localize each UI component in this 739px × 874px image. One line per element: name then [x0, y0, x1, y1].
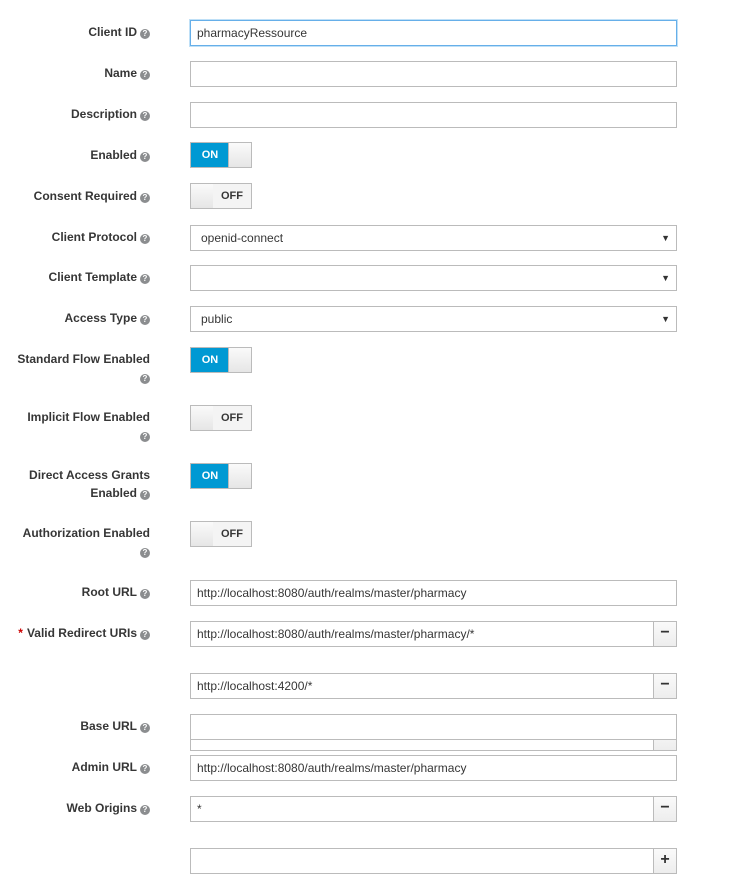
consent-required-toggle[interactable]: [190, 183, 252, 209]
web-origins-row: [0, 796, 739, 868]
chevron-down-icon: ▼: [661, 273, 670, 283]
help-icon[interactable]: ?: [140, 432, 150, 442]
client-id-input[interactable]: pharmacyRessource: [190, 20, 677, 46]
chevron-down-icon: ▼: [661, 233, 670, 243]
enabled-toggle[interactable]: [190, 142, 252, 168]
client-protocol-select[interactable]: [190, 225, 677, 251]
redirect-uri-entry: [190, 621, 677, 647]
help-icon[interactable]: ?: [140, 70, 150, 80]
authorization-toggle[interactable]: [190, 521, 252, 547]
description-label: Description ?: [0, 105, 150, 123]
client-protocol-row: [0, 225, 739, 251]
consent-required-row: [0, 183, 739, 209]
help-icon[interactable]: ?: [140, 630, 150, 640]
help-icon[interactable]: ?: [140, 315, 150, 325]
redirect-uri-entry: [190, 673, 677, 699]
name-input[interactable]: [190, 61, 677, 87]
toggle-knob: [191, 184, 214, 208]
help-icon[interactable]: ?: [140, 274, 150, 284]
standard-flow-toggle[interactable]: [190, 347, 252, 373]
toggle-state: ON: [191, 143, 229, 167]
standard-flow-row: [0, 347, 739, 383]
authorization-row: [0, 521, 739, 557]
add-button[interactable]: +: [653, 848, 677, 874]
web-origin-entry: [190, 848, 677, 874]
client-protocol-label: Client Protocol ?: [0, 228, 150, 246]
client-template-label: Client Template ?: [0, 268, 150, 286]
consent-required-label: Consent Required ?: [0, 187, 150, 205]
help-icon[interactable]: ?: [140, 723, 150, 733]
enabled-row: [0, 142, 739, 168]
remove-button[interactable]: −: [653, 673, 677, 699]
web-origin-entry: [190, 796, 677, 822]
remove-button[interactable]: −: [653, 796, 677, 822]
root-url-input[interactable]: http://localhost:8080/auth/realms/master/pharmacy: [190, 580, 677, 606]
admin-url-label: Admin URL ?: [0, 758, 150, 776]
root-url-label: Root URL ?: [0, 583, 150, 601]
select-value: openid-connect: [201, 231, 284, 245]
client-template-select[interactable]: [190, 265, 677, 291]
implicit-flow-row: [0, 405, 739, 441]
admin-url-input[interactable]: http://localhost:8080/auth/realms/master/pharmacy: [190, 755, 677, 781]
enabled-label: Enabled ?: [0, 146, 150, 164]
remove-button[interactable]: −: [653, 621, 677, 647]
help-icon[interactable]: ?: [140, 764, 150, 774]
standard-flow-label: Standard Flow Enabled ?: [17, 352, 150, 383]
toggle-knob: [228, 464, 251, 488]
toggle-state: ON: [191, 348, 229, 372]
redirect-uris-label: * Valid Redirect URIs ?: [0, 624, 150, 642]
toggle-state: OFF: [213, 184, 251, 208]
toggle-knob: [228, 348, 251, 372]
name-label: Name ?: [0, 64, 150, 82]
help-icon[interactable]: ?: [140, 589, 150, 599]
client-id-label: Client ID ?: [0, 23, 150, 41]
select-value: public: [201, 312, 233, 326]
help-icon[interactable]: ?: [140, 234, 150, 244]
direct-access-row: [0, 463, 739, 500]
access-type-label: Access Type ?: [0, 309, 150, 327]
web-origin-new-input[interactable]: [190, 848, 654, 874]
description-input[interactable]: [190, 102, 677, 128]
toggle-knob: [191, 522, 214, 546]
implicit-flow-toggle[interactable]: [190, 405, 252, 431]
client-template-row: [0, 265, 739, 291]
redirect-uris-row: [0, 621, 739, 699]
help-icon[interactable]: ?: [140, 29, 150, 39]
help-icon[interactable]: ?: [140, 490, 150, 500]
authorization-label: Authorization Enabled ?: [22, 526, 150, 557]
access-type-row: [0, 306, 739, 332]
direct-access-toggle[interactable]: [190, 463, 252, 489]
toggle-state: ON: [191, 464, 229, 488]
toggle-state: OFF: [213, 522, 251, 546]
help-icon[interactable]: ?: [140, 548, 150, 558]
redirect-uri-input[interactable]: http://localhost:8080/auth/realms/master/pharmacy/*: [190, 621, 654, 647]
direct-access-label: Direct Access Grants Enabled ?: [29, 468, 150, 500]
help-icon[interactable]: ?: [140, 111, 150, 121]
implicit-flow-label: Implicit Flow Enabled ?: [27, 410, 150, 441]
access-type-select[interactable]: [190, 306, 677, 332]
help-icon[interactable]: ?: [140, 193, 150, 203]
base-url-input[interactable]: [190, 714, 677, 740]
toggle-knob: [191, 406, 214, 430]
base-url-label: Base URL ?: [0, 717, 150, 735]
chevron-down-icon: ▼: [661, 314, 670, 324]
toggle-knob: [228, 143, 251, 167]
help-icon[interactable]: ?: [140, 805, 150, 815]
toggle-state: OFF: [213, 406, 251, 430]
redirect-uri-input[interactable]: http://localhost:4200/*: [190, 673, 654, 699]
help-icon[interactable]: ?: [140, 374, 150, 384]
required-mark: *: [18, 626, 23, 640]
help-icon[interactable]: ?: [140, 152, 150, 162]
web-origins-label: Web Origins ?: [0, 799, 150, 817]
web-origin-input[interactable]: *: [190, 796, 654, 822]
